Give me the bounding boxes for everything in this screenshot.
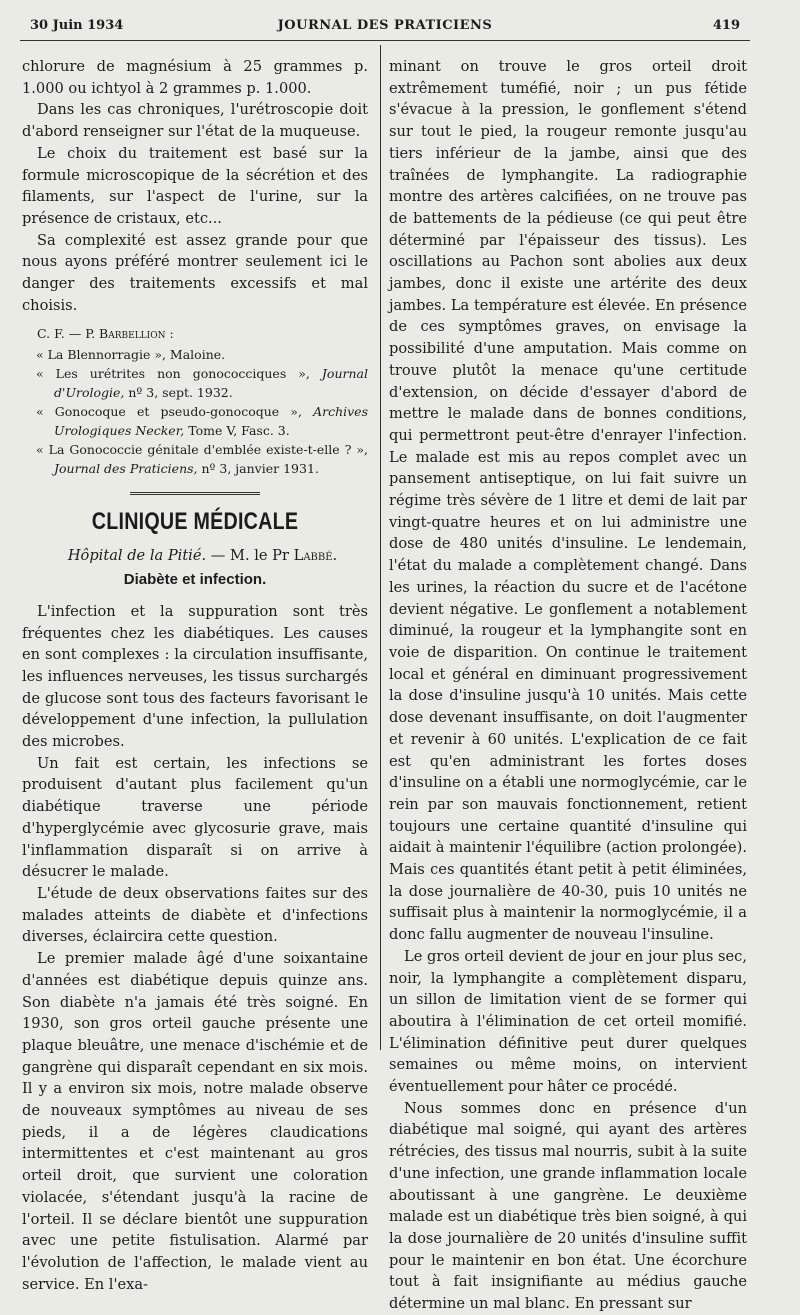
running-header	[30, 18, 740, 38]
paragraph: Un fait est certain, les infections se produisent d'autant plus facilement qu'un diabétique traverse une période d'hyperglycémie avec glycosurie grave, mais l'inflammation disparaît si on arrive à désucrer le malade.	[22, 754, 368, 881]
reference-item: « Les urétrites non gonococciques », Journal d'Urologie, nº 3, sept. 1932.	[36, 366, 368, 401]
article-title: Diabète et infection.	[123, 571, 267, 589]
section-title: CLINIQUE MÉDICALE	[91, 508, 299, 536]
header-rule	[20, 40, 750, 41]
paragraph: Sa complexité est assez grande pour que nous ayons préféré montrer seulement ici le danger des traitements excessifs et mal choisis.	[22, 231, 368, 314]
right-column	[389, 56, 747, 1315]
left-column	[22, 56, 368, 1295]
section-separator	[130, 492, 260, 497]
paragraph: Le premier malade âgé d'une soixantaine d'années est diabétique depuis quinze ans. Son diabète n'a jamais été très soigné. En 1930, son gros orteil gauche présente une plaque bleuâtre, une menace d'ischémie et de gangrène qui disparaît cependant en six mois. Il y a environ six mois, notre malade observe de nouveaux symptômes au niveau de ses pieds, il a de légères claudications intermittentes et c'est maintenant au gros orteil droit, que survient une coloration violacée, s'étendant jusqu'à la racine de l'orteil. Il se déclare bientôt une suppuration avec une petite fistulisation. Alarmé par l'évolution de l'affection, le malade vient au service. En l'exa-	[22, 950, 368, 1293]
reference-item: « Gonocoque et pseudo-gonocoque », Archives Urologiques Necker, Tome V, Fasc. 3.	[36, 404, 368, 439]
paragraph: L'infection et la suppuration sont très fréquentes chez les diabétiques. Les causes en sont complexes : la circulation insuffisante, les influences nerveuses, les tissus surchargés de glucose sont tous des facteurs favorisant le développement d'une infection, la pullulation des microbes.	[22, 602, 368, 751]
reference-item: « La Gonococcie génitale d'emblée existe-t-elle ? », Journal des Praticiens, nº 3, janvier 1931.	[36, 442, 368, 477]
paragraph: L'étude de deux observations faites sur des malades atteints de diabète et d'infections diverses, éclaircira cette question.	[22, 884, 368, 946]
column-divider	[380, 45, 381, 1050]
article-byline: Hôpital de la Pitié. — M. le Pr Labbé.	[67, 547, 338, 565]
references-heading: C. F. — P. Barbellion :	[37, 326, 174, 342]
reference-item: « La Blennorragie », Maloine.	[36, 347, 226, 363]
header-date: 30 Juin 1934	[30, 18, 124, 33]
paragraph: Nous sommes donc en présence d'un diabétique mal soigné, qui ayant des artères rétrécies, des tissus mal nourris, subit à la suite d'une infection, une grande inflammation locale aboutissant à une gangrène. Le deuxième malade est un diabétique très bien soigné, à qui la dose journalière de 20 unités d'insuline suffit pour le maintenir en bon état. Une écorchure tout à fait insignifiante au médius gauche détermine un mal blanc. En pressant sur	[389, 1099, 747, 1313]
paragraph: Le choix du traitement est basé sur la formule microscopique de la sécrétion et des filaments, sur l'aspect de l'urine, sur la présence de cristaux, etc...	[22, 144, 368, 227]
paragraph: Dans les cas chroniques, l'urétroscopie doit d'abord renseigner sur l'état de la muqueuse.	[22, 101, 368, 141]
paragraph-continued: minant on trouve le gros orteil droit extrêmement tuméfié, noir ; un pus fétide s'évacue à la pression, le gonflement s'étend sur tout le pied, la rougeur remonte jusqu'au tiers inférieur de la jambe, ainsi que des traînées de lymphangite. La radiographie montre des artères calcifiées, on ne trouve pas de battements de la pédieuse (ce qui peut être déterminé par l'épaisseur des tissus). Les oscillations au Pachon sont abolies aux deux jambes, donc il existe une artérite des deux jambes. La température est élevée. En présence de ces symptômes graves, on envisage la possibilité d'une amputation. Mais comme on trouve plutôt la menace qu'une certitude d'extension, on décide d'essayer d'abord de mettre le malade dans de bonnes conditions, qui permettront peut-être d'enrayer l'infection. Le malade est mis au repos complet avec un pansement antiseptique, on lui fait suivre un régime très sévère de 1 litre et demi de lait par vingt-quatre heures et on lui administre une dose de 480 unités d'insuline. Le lendemain, l'état du malade a complètement changé. Dans les urines, la réaction du sucre et de l'acétone devient négative. Le gonflement a notablement diminué, la rougeur et la lymphangite sont en voie de disparition. On continue le traitement local et général en diminuant progressivement la dose d'insuline jusqu'à 10 unités. Mais cette dose devenant insuffisante, on doit l'augmenter et revenir à 60 unités. L'explication de ce fait est qu'en administrant les fortes doses d'insuline on a établi une normoglycémie, car le rein par son mauvais fonctionnement, retient toujours une certaine quantité d'insuline qui aidait à maintenir l'équilibre (action prolongée). Mais ces quantités étant petit à petit éliminées, la dose journalière de 40-30, puis 10 unités ne suffisait plus à maintenir la normoglycémie, il a donc fallu augmenter de nouveau l'insuline.	[389, 58, 747, 944]
paragraph-continued: chlorure de magnésium à 25 grammes p. 1.000 ou ichtyol à 2 grammes p. 1.000.	[22, 58, 368, 97]
header-journal-title: JOURNAL DES PRATICIENS	[277, 18, 493, 33]
header-page-number: 419	[712, 18, 740, 33]
paragraph: Le gros orteil devient de jour en jour plus sec, noir, la lymphangite a complètement disparu, un sillon de limitation vient de se former qui aboutira à l'élimination de cet orteil momifié. L'élimination définitive peut durer quelques semaines ou même moins, on intervient éventuellement pour hâter ce procédé.	[389, 947, 747, 1096]
references	[22, 324, 368, 478]
references-author: Barbellion	[99, 326, 166, 342]
